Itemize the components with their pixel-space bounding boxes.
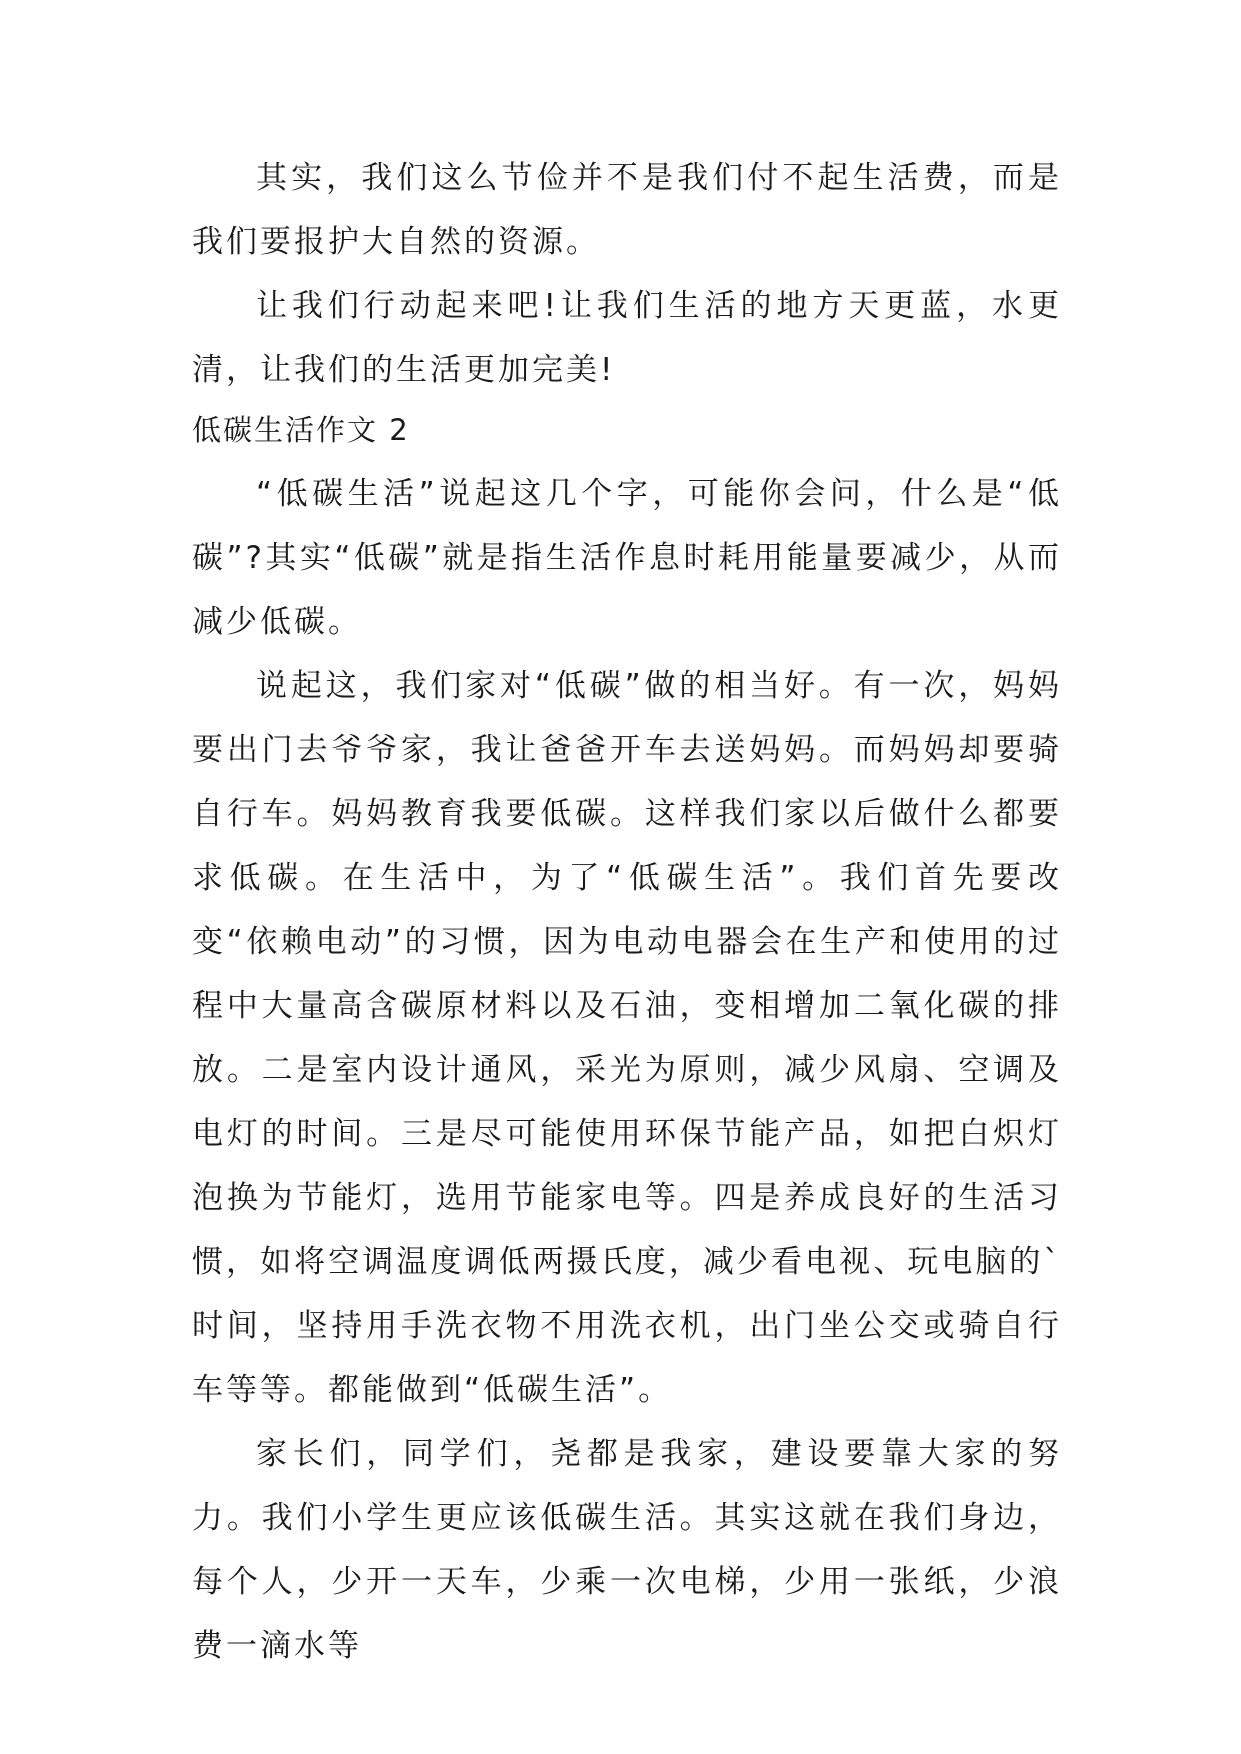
essay-paragraph-1: “低碳生活”说起这几个字，可能你会问，什么是“低碳”?其实“低碳”就是指生活作息时耗用能量要减少，从而减少低碳。 bbox=[192, 476, 1062, 640]
intro-section bbox=[192, 146, 1062, 402]
section-title: 低碳生活作文 2 bbox=[192, 413, 410, 447]
essay-section bbox=[192, 398, 1062, 1678]
intro-paragraph-2: 让我们行动起来吧!让我们生活的地方天更蓝，水更清，让我们的生活更加完美! bbox=[192, 288, 1062, 388]
essay-paragraph-3: 家长们，同学们，尧都是我家，建设要靠大家的努力。我们小学生更应该低碳生活。其实这就在我们身边，每个人，少开一天车，少乘一次电梯，少用一张纸，少浪费一滴水等 bbox=[192, 1436, 1062, 1664]
intro-paragraph-1: 其实，我们这么节俭并不是我们付不起生活费，而是我们要报护大自然的资源。 bbox=[192, 160, 1062, 260]
essay-paragraph-2: 说起这，我们家对“低碳”做的相当好。有一次，妈妈要出门去爷爷家，我让爸爸开车去送妈妈。而妈妈却要骑自行车。妈妈教育我要低碳。这样我们家以后做什么都要求低碳。在生活中，为了“低碳生活”。我们首先要改变“依赖电动”的习惯，因为电动电器会在生产和使用的过程中大量高含碳原材料以及石油，变相增加二氧化碳的排放。二是室内设计通风，采光为原则，减少风扇、空调及电灯的时间。三是尽可能使用环保节能产品，如把白炽灯泡换为节能灯，选用节能家电等。四是养成良好的生活习惯，如将空调温度调低两摄氏度，减少看电视、玩电脑的`时间，坚持用手洗衣物不用洗衣机，出门坐公交或骑自行车等等。都能做到“低碳生活”。 bbox=[192, 668, 1062, 1408]
